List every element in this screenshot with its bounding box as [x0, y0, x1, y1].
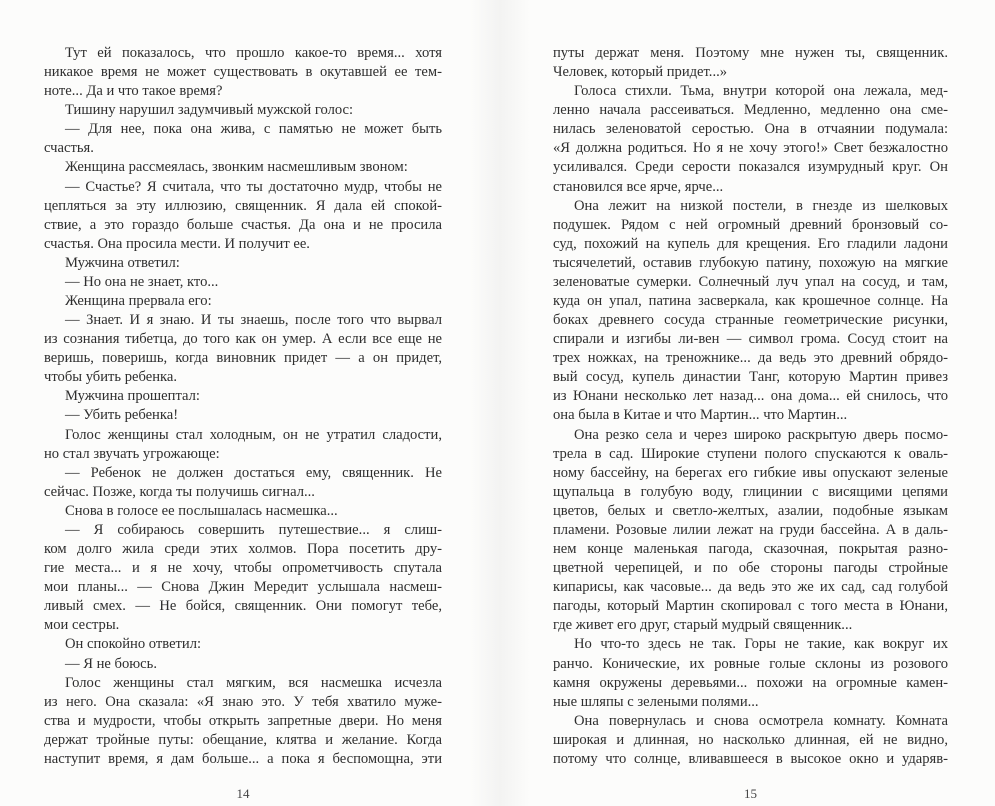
- text-line: счастья. Она просила мести. И получит ее.: [44, 235, 310, 252]
- text-line: камня окружены деревьями... похожи на огромные камен-: [553, 674, 948, 691]
- text-line: ком долго жила среди этих холмов. Пора посетить дру-: [44, 541, 442, 558]
- text-line: цветной черепицей, и по обе стороны пагоды стройные: [553, 560, 948, 577]
- text-line: суд, похожий на купель для крещения. Его гладили ладони: [553, 235, 948, 252]
- page-text: [44, 44, 442, 769]
- text-line: — Счастье? Я считала, что ты достаточно мудр, чтобы не: [65, 178, 442, 195]
- text-line: ранчо. Конические, их ровные голые склоны из розового: [553, 655, 948, 672]
- paragraph: [44, 464, 442, 502]
- text-line: держат тройные путы: обещание, клятва и желание. Когда: [44, 731, 442, 748]
- text-line: ленно начала рассеиваться. Медленно, медленно она сме-: [553, 102, 948, 119]
- paragraph: [553, 44, 948, 82]
- text-line: никакое время не может существовать в окутавшей ее тем-: [44, 64, 442, 81]
- text-line: пламени. Розовые лилии лежат на груди бассейна. А в даль-: [553, 521, 948, 538]
- paragraph: [44, 292, 442, 311]
- paragraph: [44, 655, 442, 674]
- text-line: — Знает. И я знаю. И ты знаешь, после того что вырвал: [65, 312, 442, 329]
- text-line: Женщина рассмеялась, звонким насмешливым звоном:: [65, 159, 408, 176]
- text-line: Голос женщины стал холодным, он не утратил сладости,: [65, 426, 442, 443]
- text-line: наступит время, я дам больше... а пока я беспомощна, эти: [44, 750, 442, 767]
- text-line: из сознания тибетца, до того как он умер. А если все еще не: [44, 331, 442, 348]
- text-line: Она лежит на низкой постели, в гнезде из шелковых: [574, 197, 948, 214]
- text-line: мои сестры.: [44, 617, 120, 634]
- text-line: становился все ярче, ярче...: [553, 178, 724, 195]
- text-line: гие места... и я не хочу, чтобы опрометчивость спутала: [44, 560, 442, 577]
- paragraph: [553, 426, 948, 636]
- text-line: чтобы убить ребенка.: [44, 369, 178, 386]
- paragraph: [553, 635, 948, 711]
- text-line: ства и мудрости, чтобы открыть запретные двери. Но меня: [44, 712, 442, 729]
- text-line: ствие, а это гораздо больше счастья. Да она и не просила: [44, 216, 442, 233]
- page-text: [553, 44, 948, 769]
- text-line: Но что-то здесь не так. Горы не такие, как вокруг их: [574, 636, 948, 653]
- text-line: усиливался. Среди серости показался изумрудный круг. Он: [553, 159, 948, 176]
- text-line: веришь, поверишь, когда виновник придет — а он придет,: [44, 350, 442, 367]
- text-line: — Ребенок не должен достаться ему, священник. Не: [65, 464, 442, 481]
- text-line: Мужчина ответил:: [65, 254, 180, 271]
- text-line: Тишину нарушил задумчивый мужской голос:: [65, 102, 354, 119]
- text-line: где живет его друг, старый мудрый священник...: [553, 617, 853, 634]
- text-line: ливый смех. — Не бойся, священник. Они помогут тебе,: [44, 598, 442, 615]
- paragraph: [44, 101, 442, 120]
- text-line: «Я должна родиться. Но я не хочу этого!» Свет безжалостно: [553, 140, 948, 157]
- text-line: ные шляпы с зелеными полями...: [553, 693, 759, 710]
- text-line: Человек, который придет...»: [553, 64, 728, 81]
- paragraph: [44, 158, 442, 177]
- text-line: боках древнего сосуда странные геометрические рисунки,: [553, 312, 948, 329]
- text-line: Снова в голосе ее послышалась насмешка...: [65, 502, 338, 519]
- paragraph: [553, 82, 948, 196]
- text-line: Голос женщины стал мягким, вся насмешка исчезла: [65, 674, 442, 691]
- text-line: но стал звучать угрожающе:: [44, 445, 220, 462]
- paragraph: [553, 712, 948, 769]
- text-line: цепляться за эту иллюзию, священник. Я дала ей спокой-: [44, 197, 442, 214]
- text-line: она была в Китае и что Мартин... что Мартин...: [553, 407, 848, 424]
- text-line: — Для нее, пока она жива, с памятью не может быть: [65, 121, 442, 138]
- text-line: путы держат меня. Поэтому мне нужен ты, священник.: [553, 45, 948, 61]
- paragraph: [44, 311, 442, 387]
- text-line: подушек. Рядом с ней огромный древний бронзовый со-: [553, 216, 948, 233]
- text-line: трех ножках, на треножнике... да ведь это древний обрядо-: [553, 350, 948, 367]
- text-line: сейчас. Позже, когда ты получишь сигнал...: [44, 483, 315, 500]
- text-line: ноте... Да и что такое время?: [44, 83, 223, 100]
- paragraph: [44, 635, 442, 654]
- text-line: цветов, белых и светло-желтых, азалии, подобные языкам: [553, 502, 948, 519]
- text-line: — Я собираюсь совершить путешествие... я слиш-: [65, 521, 442, 538]
- text-line: — Убить ребенка!: [65, 407, 179, 424]
- text-line: ному бассейну, на берегах его гибкие ивы опускают зеленые: [553, 464, 948, 481]
- paragraph: [44, 502, 442, 521]
- text-line: Она резко села и через широко раскрытую дверь посмо-: [574, 426, 948, 443]
- paragraph: [44, 120, 442, 158]
- text-line: — Я не боюсь.: [65, 655, 157, 672]
- paragraph: [44, 254, 442, 273]
- page-right: [553, 0, 948, 806]
- text-line: зеленоватые сумерки. Солнечный луч упал на сосуд, и там,: [553, 273, 948, 290]
- text-line: Он спокойно ответил:: [65, 636, 202, 653]
- text-line: — Но она не знает, кто...: [65, 273, 219, 290]
- text-line: из Юнани несколько лет назад... она дома... ей снилось, что: [553, 388, 948, 405]
- text-line: Тут ей показалось, что прошло какое-то время... хотя: [65, 45, 442, 61]
- text-line: тысячелетий, оставив глубокую патину, похожую на мягкие: [553, 254, 948, 271]
- paragraph: [44, 426, 442, 464]
- paragraph: [44, 273, 442, 292]
- page-left: [44, 0, 442, 806]
- text-line: мои планы... — Снова Джин Мередит услышала насмеш-: [44, 579, 442, 596]
- text-line: потому что солнце, вливавшееся в высокое окно и ударяв-: [553, 750, 948, 767]
- paragraph: [44, 406, 442, 425]
- text-line: спирали и изгибы ли-вен — символ грома. Сосуд стоит на: [553, 331, 948, 348]
- page-number: 14: [236, 786, 250, 801]
- text-line: трела в сад. Широкие ступени полого спускаются к оваль-: [553, 445, 948, 462]
- text-line: из него. Она сказала: «Я знаю это. У тебя хватило муже-: [44, 693, 442, 710]
- paragraph: [44, 387, 442, 406]
- paragraph: [44, 674, 442, 769]
- paragraph: [44, 178, 442, 254]
- text-line: широкая и длинная, но насколько длинная, ей не видно,: [553, 731, 948, 748]
- book-gutter: [470, 0, 530, 806]
- text-line: Она повернулась и снова осмотрела комнату. Комната: [574, 712, 948, 729]
- text-line: щупальца в голубую воду, глицинии с висящими цепями: [553, 483, 948, 500]
- text-line: куда он упал, патина засверкала, как крошечное солнце. На: [553, 293, 948, 310]
- page-number: 15: [744, 786, 757, 801]
- paragraph: [553, 197, 948, 426]
- text-line: Женщина прервала его:: [65, 293, 212, 310]
- paragraph: [44, 44, 442, 101]
- paragraph: [44, 521, 442, 635]
- text-line: Голоса стихли. Тьма, внутри которой она лежала, мед-: [574, 83, 948, 100]
- text-line: вый сосуд, купель династии Танг, которую Мартин привез: [553, 369, 948, 386]
- text-line: Мужчина прошептал:: [65, 388, 200, 405]
- text-line: нилась зеленоватой серостью. Она в отчаянии подумала:: [553, 121, 948, 138]
- text-line: пагоды, который Мартин скопировал с того места в Юнани,: [553, 598, 948, 615]
- text-line: кипарисы, как часовые... да ведь это же их сад, сад голубой: [553, 579, 948, 596]
- text-line: нем конце маленькая пагода, сказочная, покрытая разно-: [553, 541, 948, 558]
- text-line: счастья.: [44, 140, 94, 157]
